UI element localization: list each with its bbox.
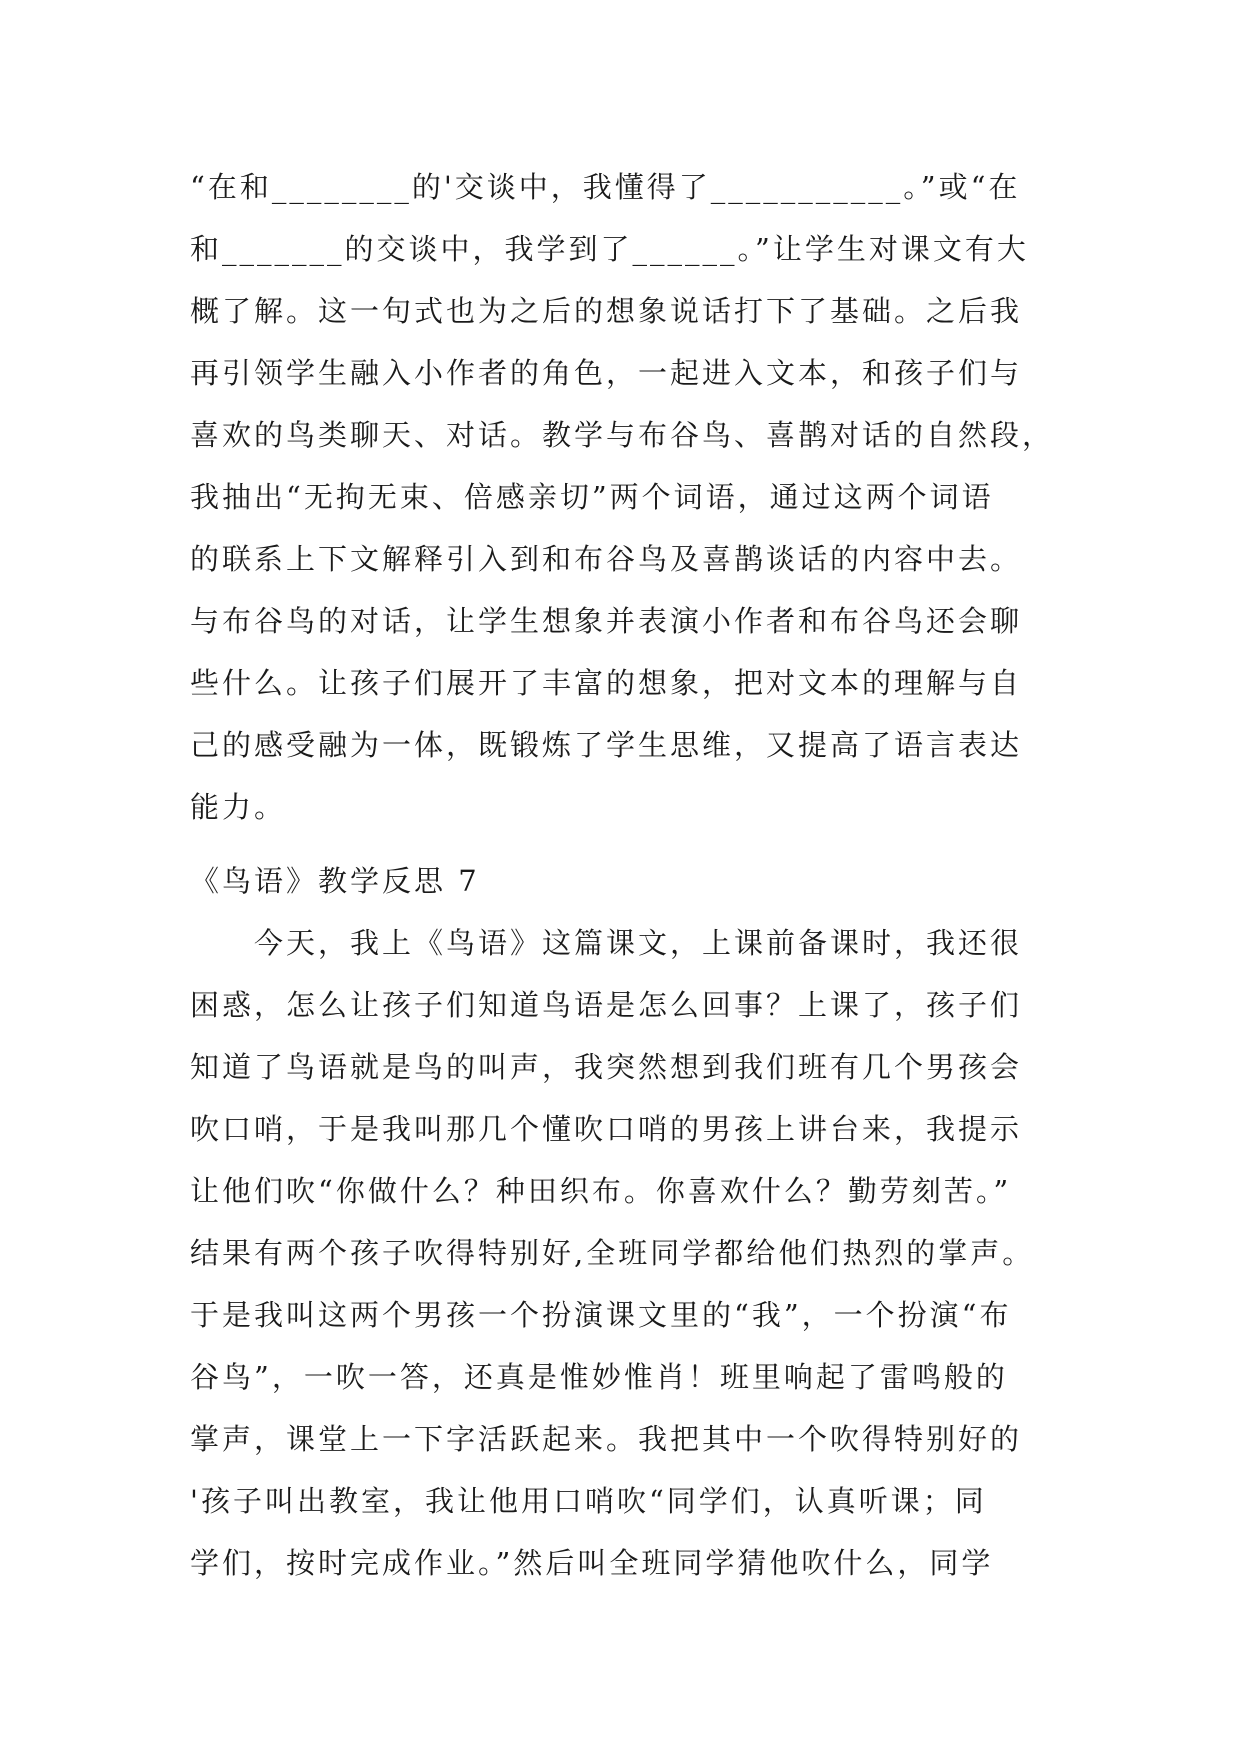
text-line: 己的感受融为一体，既锻炼了学生思维，又提高了语言表达 [190, 728, 1023, 762]
text-line: 于是我叫这两个男孩一个扮演课文里的“我”，一个扮演“布 [190, 1298, 1012, 1332]
text-line: 结果有两个孩子吹得特别好,全班同学都给他们热烈的掌声。 [190, 1236, 1035, 1270]
text-line: 今天，我上《鸟语》这篇课文，上课前备课时，我还很 [190, 926, 1023, 960]
text-line: 概了解。这一句式也为之后的想象说话打下了基础。之后我 [190, 294, 1023, 328]
text-line: 和_______的交谈中，我学到了______。”让学生对课文有大 [190, 232, 1029, 266]
text-line: 我抽出“无拘无束、倍感亲切”两个词语，通过这两个词语 [190, 480, 994, 514]
text-line: 困惑，怎么让孩子们知道鸟语是怎么回事？上课了，孩子们 [190, 988, 1023, 1022]
paragraph-2 [190, 912, 1070, 1594]
text-line: 的联系上下文解释引入到和布谷鸟及喜鹊谈话的内容中去。 [190, 542, 1023, 576]
text-line: 喜欢的鸟类聊天、对话。教学与布谷鸟、喜鹊对话的自然段， [190, 418, 1055, 452]
text-line: 些什么。让孩子们展开了丰富的想象，把对文本的理解与自 [190, 666, 1023, 700]
text-line: 能力。 [190, 790, 287, 824]
paragraph-1 [190, 156, 1070, 838]
text-line: 谷鸟”，一吹一答，还真是惟妙惟肖！班里响起了雷鸣般的 [190, 1360, 1008, 1394]
text-line: 吹口哨，于是我叫那几个懂吹口哨的男孩上讲台来，我提示 [190, 1112, 1023, 1146]
text-line: 与布谷鸟的对话，让学生想象并表演小作者和布谷鸟还会聊 [190, 604, 1023, 638]
section-heading: 《鸟语》教学反思 7 [190, 864, 480, 898]
text-line: '孩子叫出教室，我让他用口哨吹“同学们，认真听课；同 [190, 1484, 987, 1518]
text-line: “在和________的'交谈中，我懂得了___________。”或“在 [190, 170, 1021, 204]
text-line: 学们，按时完成作业。”然后叫全班同学猜他吹什么，同学 [190, 1546, 994, 1580]
text-line: 让他们吹“你做什么？种田织布。你喜欢什么？勤劳刻苦。” [190, 1174, 1012, 1208]
text-line: 掌声，课堂上一下字活跃起来。我把其中一个吹得特别好的 [190, 1422, 1023, 1456]
text-line: 知道了鸟语就是鸟的叫声，我突然想到我们班有几个男孩会 [190, 1050, 1023, 1084]
text-line: 再引领学生融入小作者的角色，一起进入文本，和孩子们与 [190, 356, 1023, 390]
